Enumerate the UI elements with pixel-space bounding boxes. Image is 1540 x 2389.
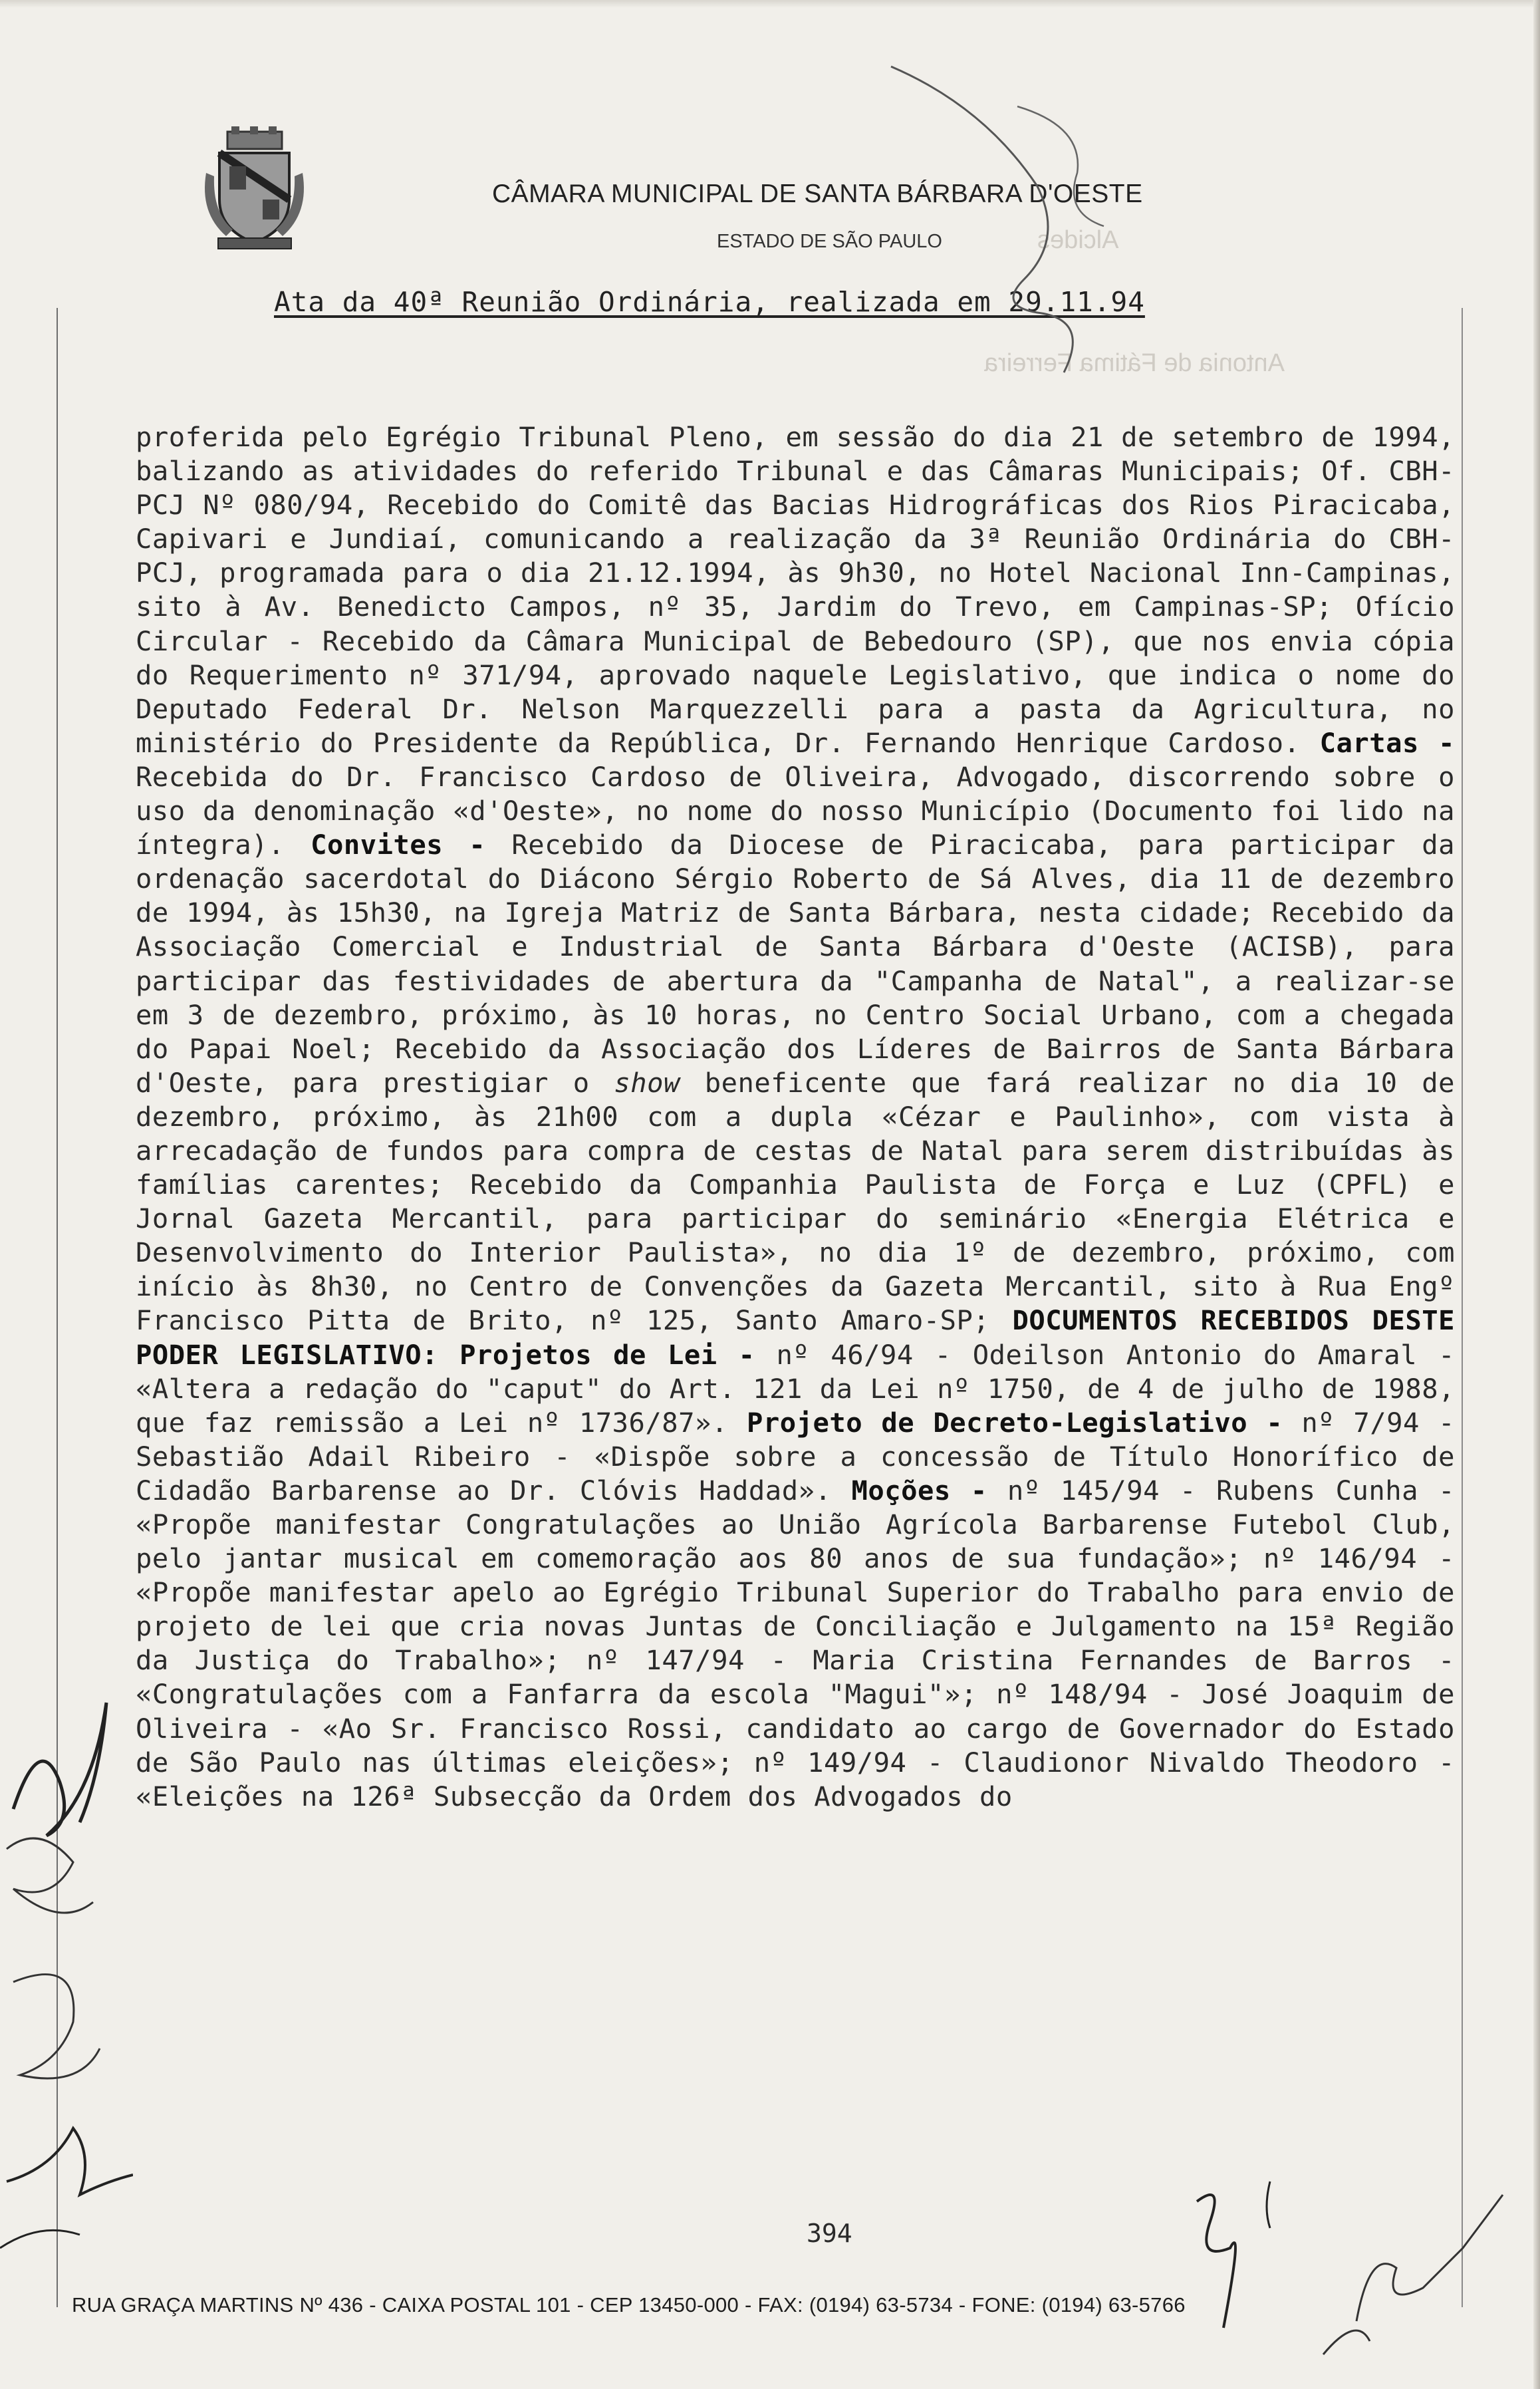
signature-bottom-right <box>1170 2155 1516 2368</box>
document-title: Ata da 40ª Reunião Ordinária, realizada em 29.11.94 <box>274 286 1145 318</box>
body-segment: nº 46/94 - Odeilson Antonio do Amaral - «Altera a redação do "caput" do Art. 121 da Lei nº 1750, de 4 de julho de 1988, que faz remissão a Lei nº 1736/87». <box>136 1338 1455 1439</box>
body-segment: nº 7/94 - Sebastião Adail Ribeiro - «Dispõe sobre a concessão de Título Honorífico de Cidadão Barbarense ao Dr. Clóvis Haddad». <box>136 1406 1455 1506</box>
body-segment: proferida pelo Egrégio Tribunal Pleno, em sessão do dia 21 de setembro de 1994, balizando as atividades do referido Tribunal e das Câmaras Municipais; Of. CBH-PCJ Nº 080/94, Recebido do Comitê das Bacias Hidrográficas dos Rios Piracicaba, Capivari e Jundiaí, comunicando a realização da 3ª Reunião Ordinária do CBH-PCJ, programada para o dia 21.12.1994, às 9h30, no Hotel Nacional Inn-Campinas, sito à Av. Benedicto Campos, nº 35, Jardim do Trevo, em Campinas-SP; Ofício Circular - Recebido da Câmara Municipal de Bebedouro (SP), que nos envia cópia do Requerimento nº 371/94, aprovado naquele Legislativo, que indica o nome do Deputado Federal Dr. Nelson Marquezzelli para a pasta da Agricultura, no ministério do Presidente da República, Dr. Fernando Henrique Cardoso. <box>136 421 1455 759</box>
section-heading-mocoes: Moções - <box>851 1474 987 1506</box>
body-segment: nº 145/94 - Rubens Cunha - «Propõe manifestar Congratulações ao União Agrícola Barbarense Futebol Club, pelo jantar musical em comemoração aos 80 anos de sua fundação»; nº 146/94 - «Propõe manifestar apelo ao Egrégio Tribunal Superior do Trabalho para envio de projeto de lei que cria novas Juntas de Conciliação e Julgamento na 15ª Região da Justiça do Trabalho»; nº 147/94 - Maria Cristina Fernandes de Barros - «Congratulações com a Fanfarra da escola "Magui"»; nº 148/94 - José Joaquim de Oliveira - «Ao Sr. Francisco Rossi, candidato ao cargo de Governador do Estado de São Paulo nas últimas eleições»; nº 149/94 - Claudionor Nivaldo Theodoro - «Eleições na 126ª Subsecção da Ordem dos Advogados do <box>136 1474 1455 1812</box>
section-heading-convites: Convites - <box>311 829 486 861</box>
page-edge <box>1533 0 1540 2389</box>
bleed-through-text-a: Antonia de Fátima Ferreira <box>984 349 1285 377</box>
section-heading-cartas: Cartas - <box>1319 726 1455 759</box>
organization-state: ESTADO DE SÃO PAULO <box>717 231 942 252</box>
body-segment: beneficente que fará realizar no dia 10 de dezembro, próximo, às 21h00 com a dupla «Cézar e Paulinho», com vista à arrecadação de fundos para compra de cestas de Natal para serem distribuídas às famílias carentes; Recebido da Companhia Paulista de Força e Luz (CPFL) e Jornal Gazeta Mercantil, para participar do seminário «Energia Elétrica e Desenvolvimento do Interior Paulista», no dia 1º de dezembro, próximo, com início às 8h30, no Centro de Convenções da Gazeta Mercantil, sito à Rua Engº Francisco Pitta de Brito, nº 125, Santo Amaro-SP; <box>136 1066 1456 1337</box>
bleed-through-text-b: Alcides <box>1037 226 1119 254</box>
section-heading-documentos: DOCUMENTOS RECEBIDOS DESTE PODER LEGISLATIVO: Projetos de Lei - <box>136 1304 1455 1371</box>
municipal-crest-icon <box>199 126 309 253</box>
page-number: 394 <box>807 2219 852 2248</box>
margin-signatures <box>0 1649 133 2288</box>
organization-name: CÂMARA MUNICIPAL DE SANTA BÁRBARA D'OESTE <box>492 180 1143 208</box>
section-heading-projeto-decreto: Projeto de Decreto-Legislativo - <box>747 1406 1283 1439</box>
scan-shadow <box>0 0 1540 8</box>
right-margin-rule <box>1462 308 1463 2307</box>
footer-address: RUA GRAÇA MARTINS Nº 436 - CAIXA POSTAL 101 - CEP 13450-000 - FAX: (0194) 63-5734 - FONE: (0194) 63-5766 <box>72 2293 1186 2317</box>
body-italic-term: show <box>614 1066 680 1099</box>
minutes-body <box>136 420 1455 1814</box>
body-segment: Recebido da Diocese de Piracicaba, para participar da ordenação sacerdotal do Diácono Sérgio Roberto de Sá Alves, dia 11 de dezembro de 1994, às 15h30, na Igreja Matriz de Santa Bárbara, nesta cidade; Recebido da Associação Comercial e Industrial de Santa Bárbara d'Oeste (ACISB), para participar das festividades de abertura da "Campanha de Natal", a realizar-se em 3 de dezembro, próximo, às 10 horas, no Centro Social Urbano, com a chegada do Papai Noel; Recebido da Associação dos Líderes de Bairros de Santa Bárbara d'Oeste, para prestigiar o <box>136 829 1455 1099</box>
body-segment: Recebida do Dr. Francisco Cardoso de Oliveira, Advogado, discorrendo sobre o uso da denominação «d'Oeste», no nome do nosso Município (Documento foi lido na íntegra). <box>136 760 1455 861</box>
signature-top-right <box>864 27 1210 399</box>
